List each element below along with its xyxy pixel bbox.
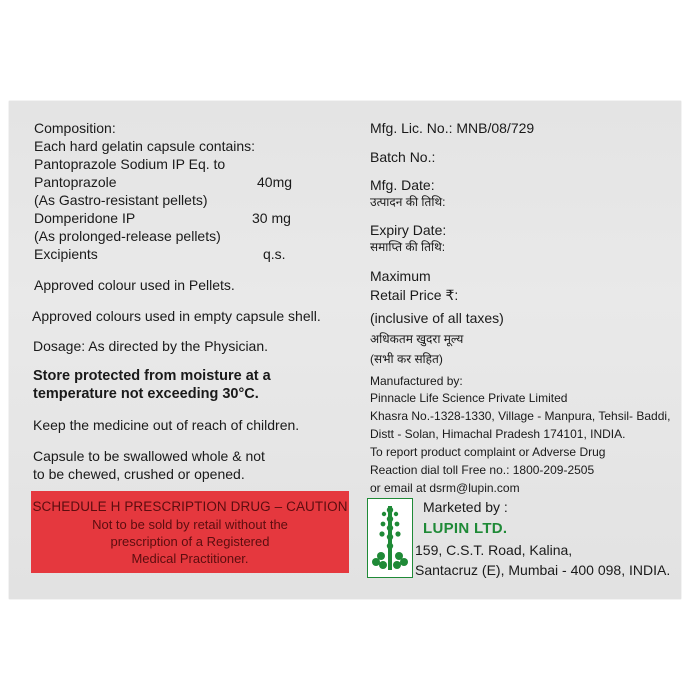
lupin-address2: Santacruz (E), Mumbai - 400 098, INDIA. — [415, 562, 671, 578]
excipients: Excipients — [34, 246, 98, 262]
expiry-date: Expiry Date: — [370, 222, 447, 238]
mrp-hindi1: अधिकतम खुदरा मूल्य — [370, 332, 464, 346]
colour-pellets: Approved colour used in Pellets. — [34, 277, 235, 293]
mfg-license: Mfg. Lic. No.: MNB/08/729 — [370, 120, 535, 136]
pantoprazole-line2: Pantoprazole — [34, 174, 117, 190]
mrp-line1: Maximum — [370, 268, 431, 284]
dosage: Dosage: As directed by the Physician. — [33, 338, 269, 354]
storage-line2: temperature not exceeding 30°C. — [33, 386, 259, 402]
mfg-date: Mfg. Date: — [370, 177, 435, 193]
children-warning: Keep the medicine out of reach of children. — [33, 417, 300, 433]
domperidone: Domperidone IP — [34, 210, 136, 226]
caution-line1: Not to be sold by retail without the — [92, 517, 288, 532]
mrp-line2: Retail Price ₹: — [370, 287, 459, 303]
manufacturer-name: Pinnacle Life Science Private Limited — [370, 391, 568, 405]
carton-panel — [9, 101, 681, 599]
lupin-company-name: LUPIN LTD. — [423, 520, 508, 537]
manufactured-by-label: Manufactured by: — [370, 374, 463, 388]
capsule-contains: Each hard gelatin capsule contains: — [34, 138, 256, 154]
lupin-logo-icon — [367, 498, 413, 578]
caution-line2: prescription of a Registered — [110, 534, 270, 549]
manufacturer-address2: Distt - Solan, Himachal Pradesh 174101, INDIA. — [370, 427, 626, 441]
storage-line1: Store protected from moisture at a — [33, 368, 271, 384]
caution-heading: SCHEDULE H PRESCRIPTION DRUG – CAUTION — [32, 499, 348, 514]
mrp-hindi2: (सभी कर सहित) — [370, 352, 443, 366]
lupin-address1: 159, C.S.T. Road, Kalina, — [415, 542, 573, 558]
expiry-date-hindi: समाप्ति की तिथि: — [370, 240, 446, 254]
manufacturer-address1: Khasra No.-1328-1330, Village - Manpura, Tehsil- Baddi, — [370, 409, 671, 423]
pantoprazole-line1: Pantoprazole Sodium IP Eq. to — [34, 156, 226, 172]
domperidone-note: (As prolonged-release pellets) — [34, 228, 221, 244]
domperidone-qty: 30 mg — [252, 210, 291, 226]
batch-number: Batch No.: — [370, 149, 436, 165]
excipients-qty: q.s. — [263, 246, 286, 262]
schedule-h-caution-box — [31, 491, 349, 573]
swallow-line2: to be chewed, crushed or opened. — [33, 466, 245, 482]
marketed-by-label: Marketed by : — [423, 499, 508, 515]
composition-title: Composition: — [34, 120, 116, 136]
mrp-line3: (inclusive of all taxes) — [370, 310, 504, 326]
mfg-date-hindi: उत्पादन की तिथि: — [370, 195, 446, 209]
caution-line3: Medical Practitioner. — [131, 551, 249, 566]
swallow-line1: Capsule to be swallowed whole & not — [33, 448, 265, 464]
colours-shell: Approved colours used in empty capsule shell. — [32, 308, 321, 324]
pantoprazole-note: (As Gastro-resistant pellets) — [34, 192, 208, 208]
pantoprazole-qty: 40mg — [257, 174, 293, 190]
report-line2: Reaction dial toll Free no.: 1800-209-2505 — [370, 463, 595, 477]
report-line1: To report product complaint or Adverse Drug — [370, 445, 606, 459]
report-line3: or email at dsrm@lupin.com — [370, 481, 520, 495]
